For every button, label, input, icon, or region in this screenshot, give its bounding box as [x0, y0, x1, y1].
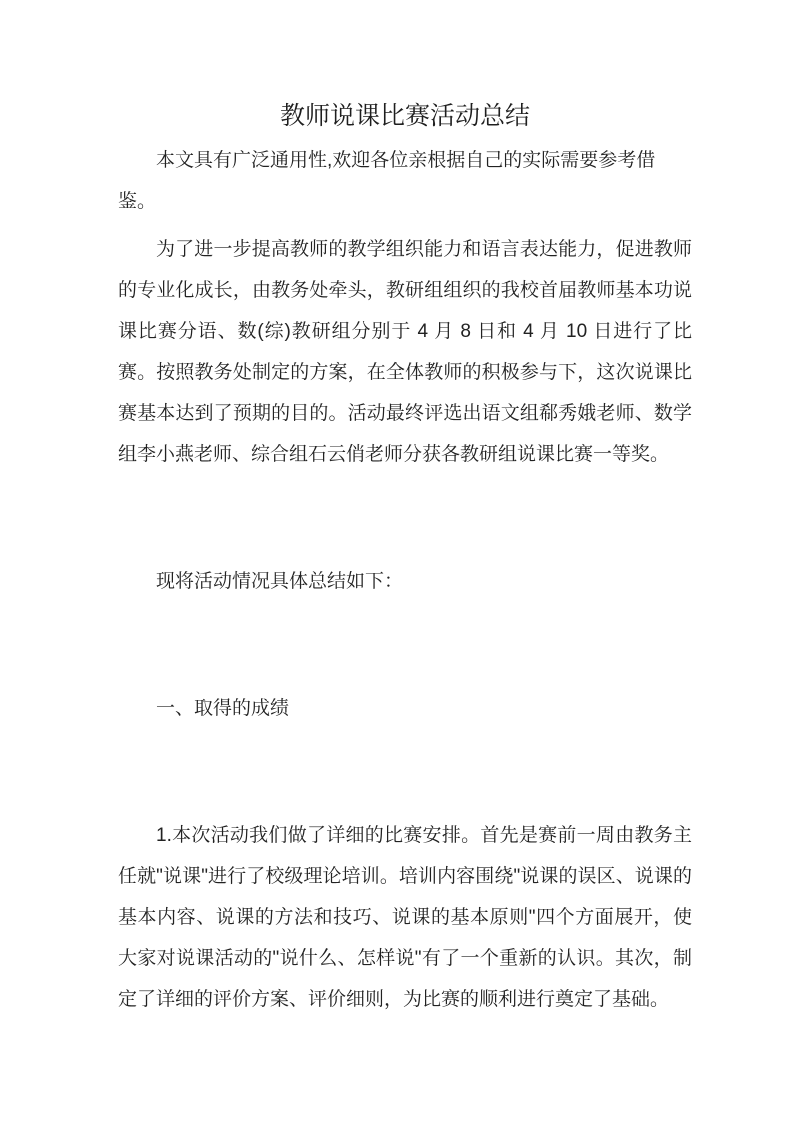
paragraph-overview: 为了进一步提高教师的教学组织能力和语言表达能力，促进教师的专业化成长，由教务处牵头，教研组组织的我校首届教师基本功说课比赛分语、数(综)教研组分别于 4 月 8 日和 4 月 10 日进行了比赛。按照教务处制定的方案，在全体教师的积极参与下，这次说课比赛基本达到了预期的目的。活动最终评选出语文组郗秀娥老师、数学组李小燕老师、综合组石云俏老师分获各教研组说课比赛一等奖。 — [118, 239, 692, 465]
document-title: 教师说课比赛活动总结 — [279, 102, 530, 130]
paragraph-achievements-detail: 1.本次活动我们做了详细的比赛安排。首先是赛前一周由教务主任就"说课"进行了校级理论培训。培训内容围绕"说课的误区、说课的基本内容、说课的方法和技巧、说课的基本原则"四个方面展开，使大家对说课活动的"说什么、怎样说"有了一个重新的认识。其次，制定了详细的评价方案、评价细则，为比赛的顺利进行奠定了基础。 — [118, 825, 692, 1010]
paragraph-transition: 现将活动情况具体总结如下： — [156, 571, 404, 592]
paragraph-disclaimer: 本文具有广泛通用性,欢迎各位亲根据自己的实际需要参考借鉴。 — [118, 150, 656, 212]
section-heading-achievements: 一、取得的成绩 — [156, 698, 290, 719]
